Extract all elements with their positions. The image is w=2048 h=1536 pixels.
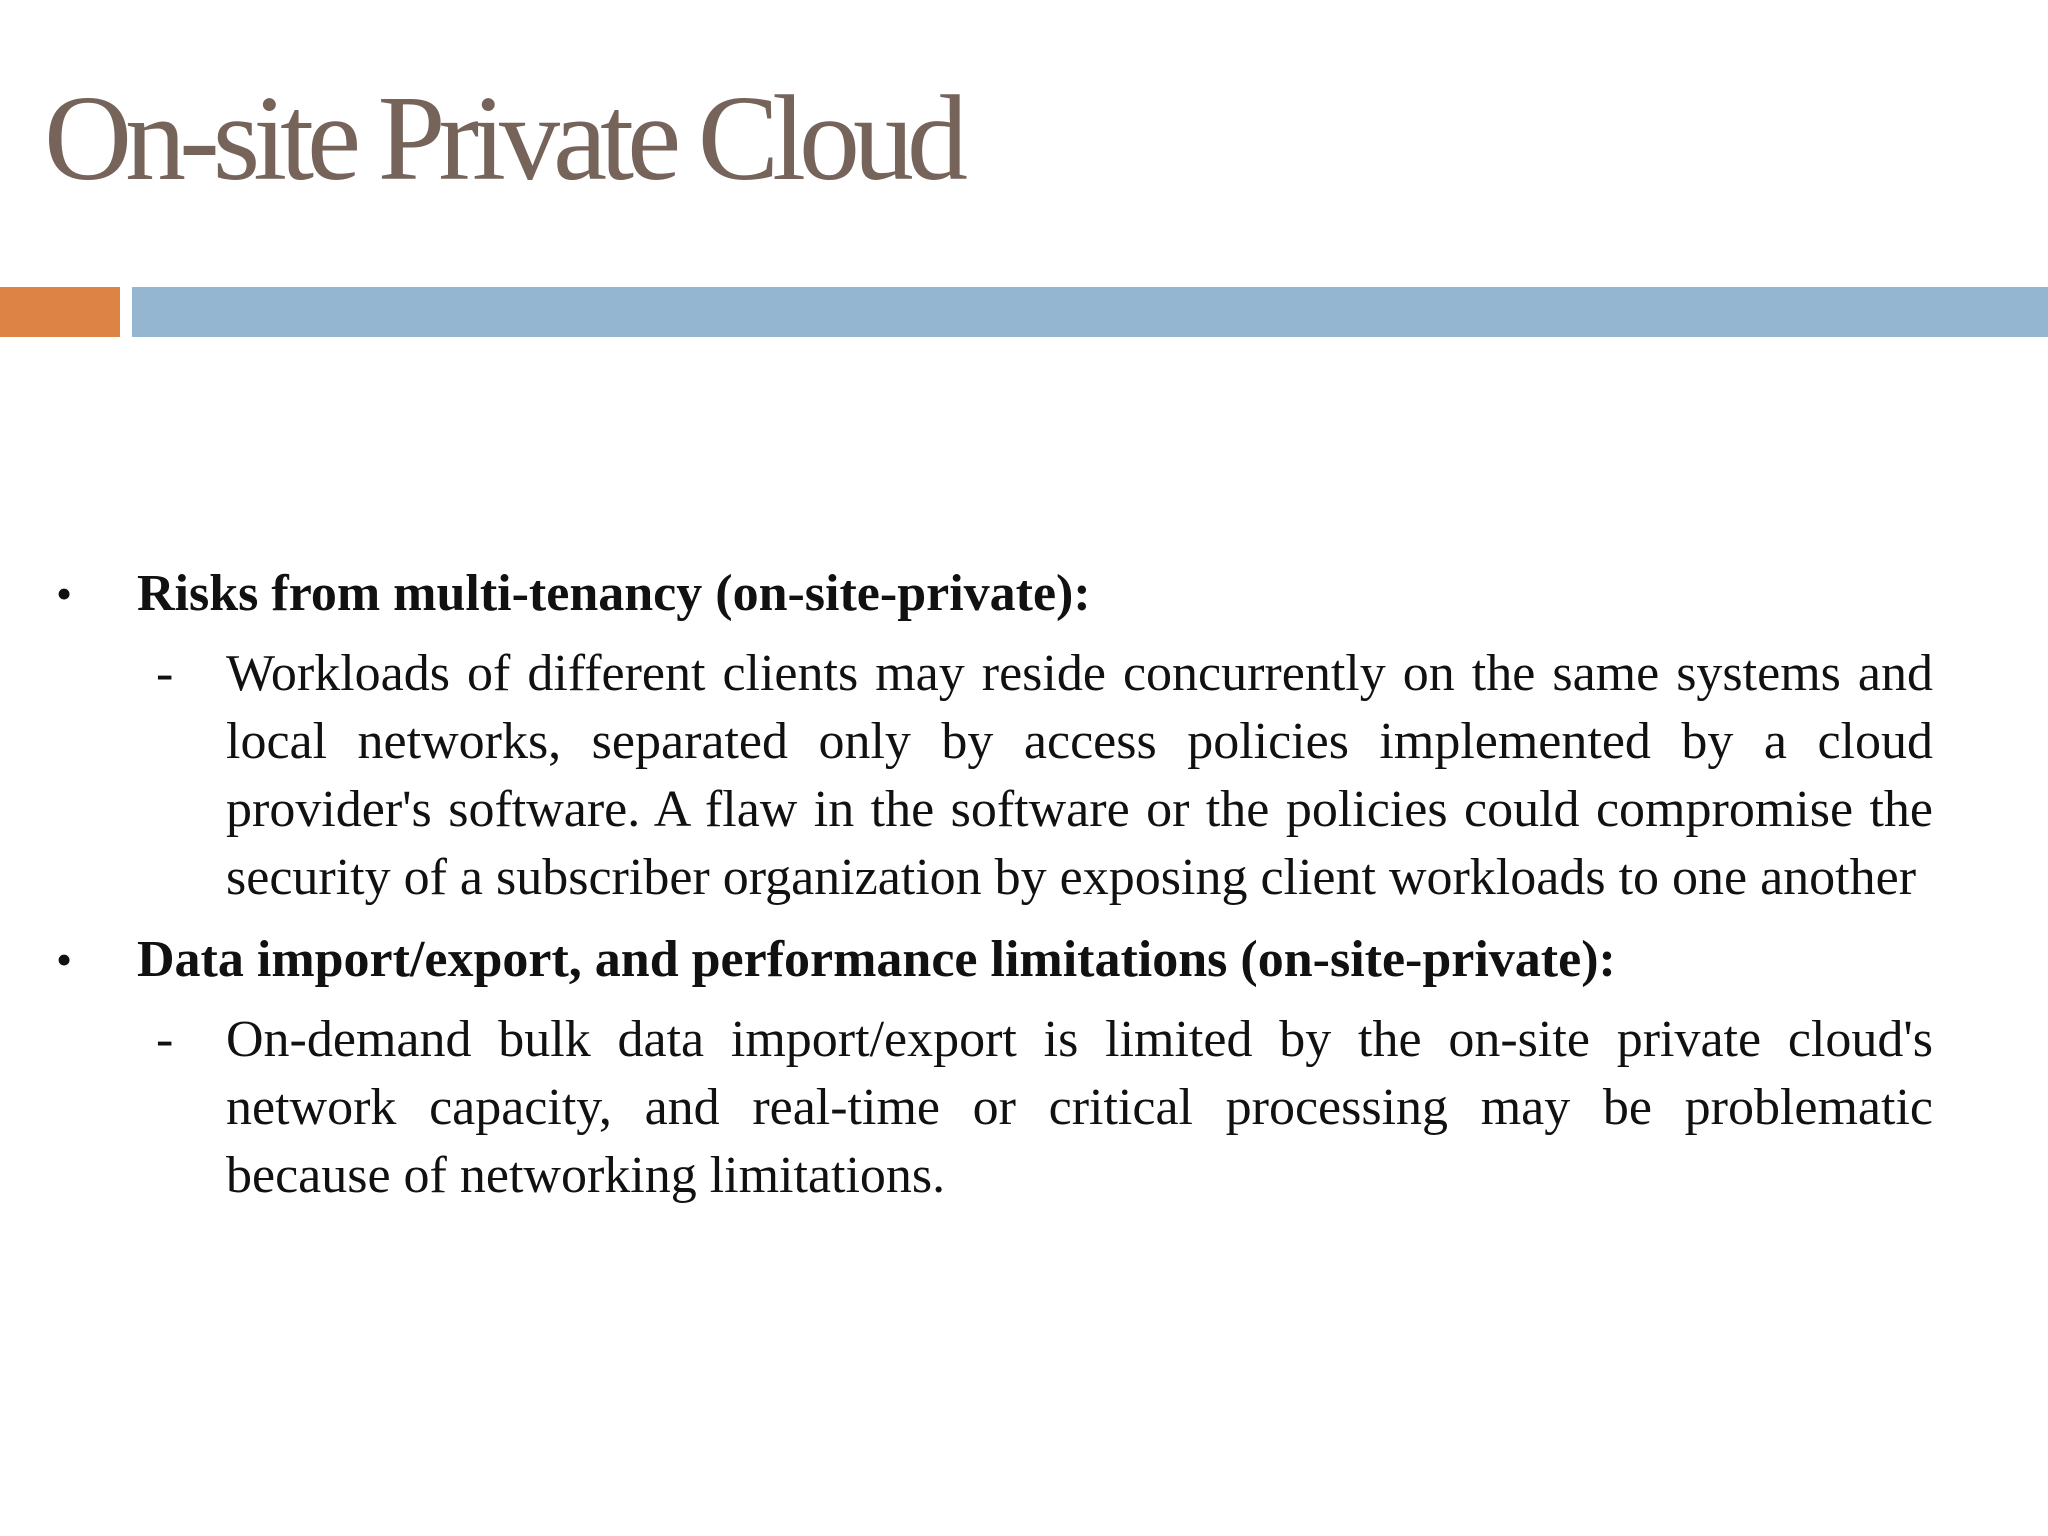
dash-icon: - (156, 645, 174, 702)
sub-bullet-item (0, 1006, 2048, 1210)
sub-bullet-item (0, 640, 2048, 912)
bullet-heading: Risks from multi-tenancy (on-site-private): (137, 565, 1091, 622)
bullet-item (0, 560, 2048, 628)
accent-bar-orange (0, 287, 120, 337)
sub-bullet-text: Workloads of different clients may reside concurrently on the same systems and local networks, separated only by access policies implemented by a cloud provider's software. A flaw in the software or the policies could compromise the security of a subscriber organization by exposing client workloads to one another (226, 645, 1933, 906)
slide-title: On-site Private Cloud (44, 71, 961, 206)
bullet-item (0, 926, 2048, 994)
bullet-dot-icon: • (56, 568, 73, 619)
sub-bullet-text: On-demand bulk data import/export is limited by the on-site private cloud's network capacity, and real-time or critical processing may be problematic because of networking limitations. (226, 1011, 1933, 1204)
slide-content (0, 560, 2048, 1224)
dash-icon: - (156, 1011, 174, 1068)
accent-bar-blue (132, 287, 2048, 337)
bullet-heading: Data import/export, and performance limitations (on-site-private): (137, 931, 1616, 988)
bullet-dot-icon: • (56, 934, 73, 985)
